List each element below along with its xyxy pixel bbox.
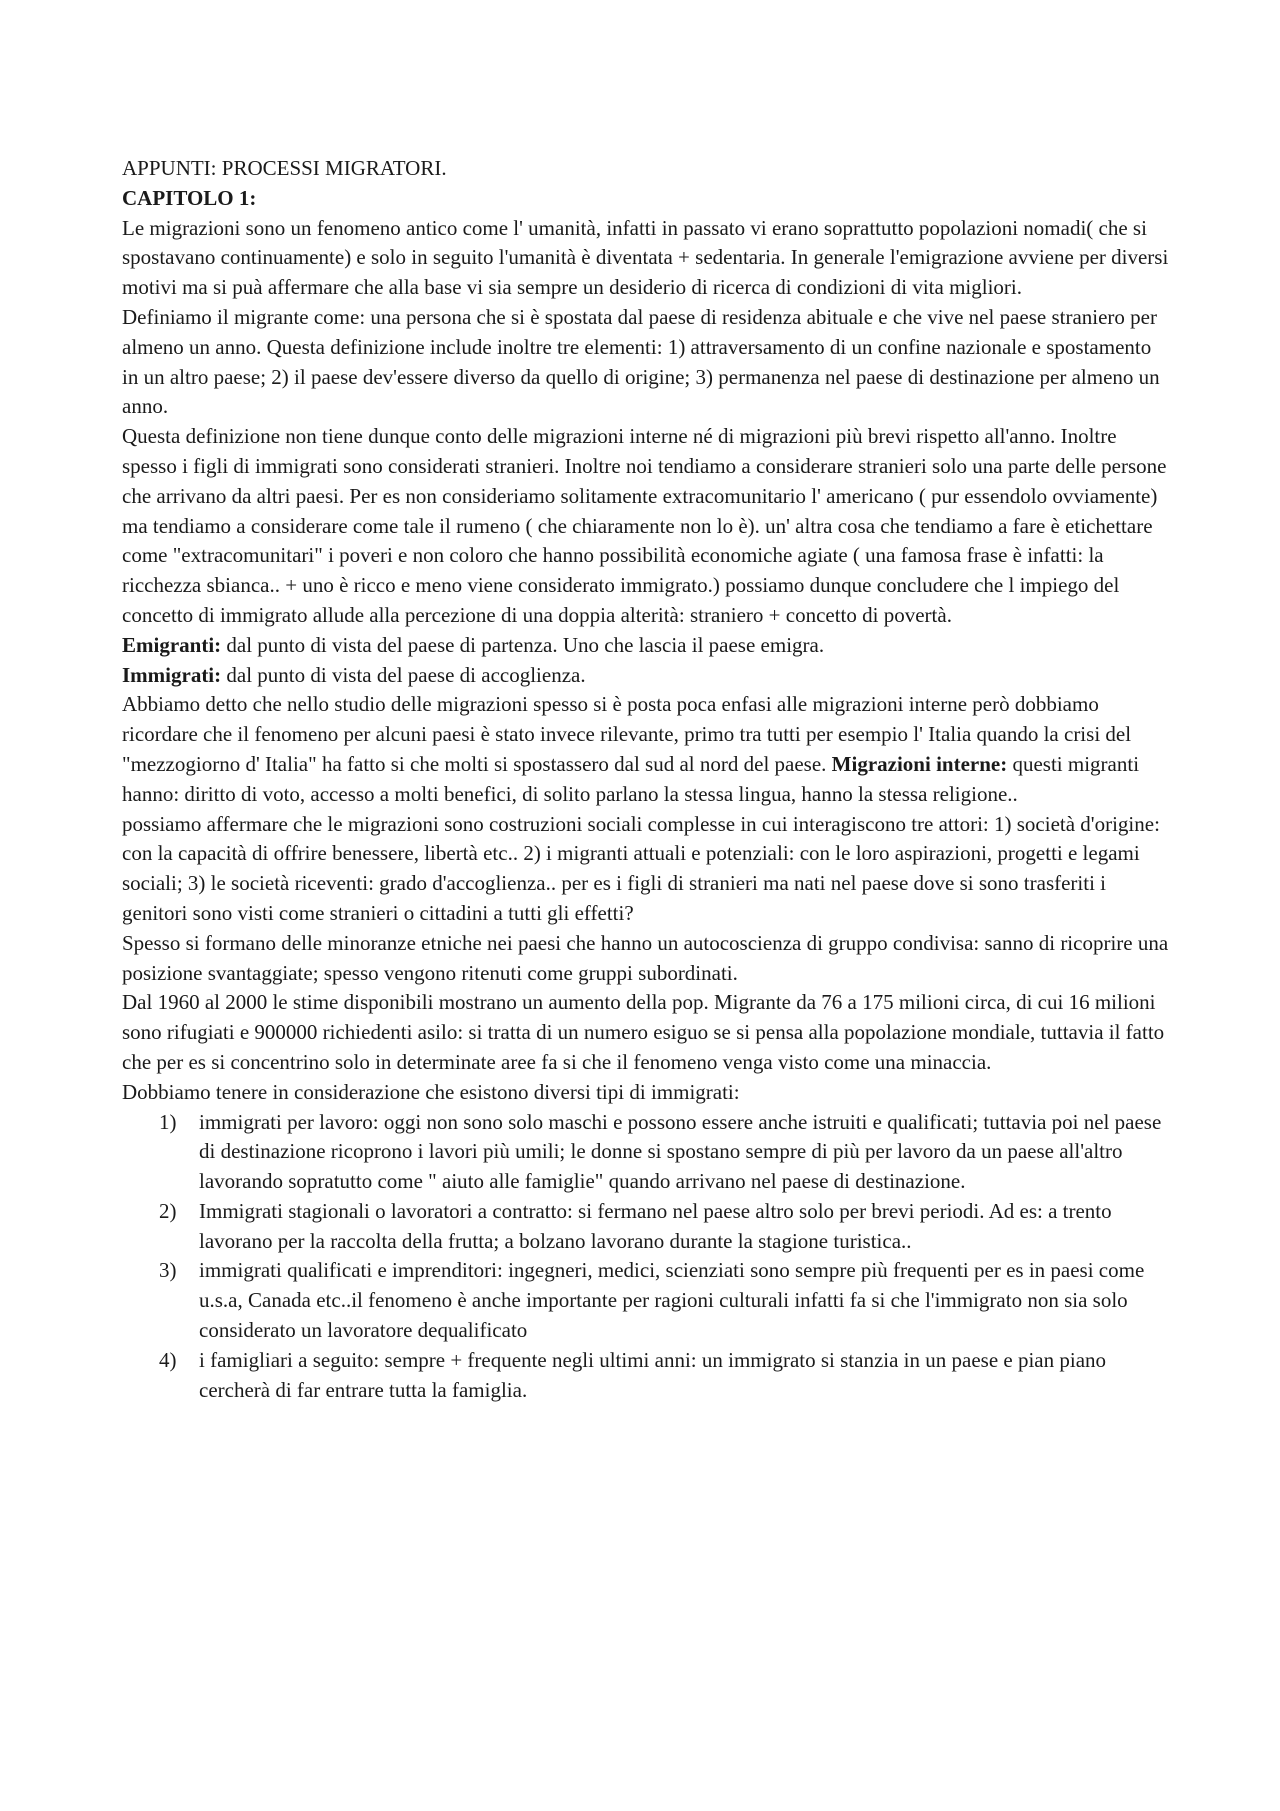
document-heading: APPUNTI: PROCESSI MIGRATORI. bbox=[122, 156, 447, 180]
internal-migrations-label: Migrazioni interne: bbox=[831, 751, 1008, 776]
internal-migrations-text: questi migranti hanno: diritto di voto, accesso a molti benefici, di solito parlano la stessa lingua, hanno la stessa religione.. bbox=[122, 751, 1140, 806]
immigrati-label: Immigrati: bbox=[122, 662, 222, 687]
list-item-number: 4) bbox=[159, 1347, 177, 1372]
immigrati-text: dal punto di vista del paese di accoglienza. bbox=[221, 662, 586, 687]
list-item-text: i famigliari a seguito: sempre + frequente negli ultimi anni: un immigrato si stanzia in un paese e pian piano cercherà di far entrare tutta la famiglia. bbox=[199, 1347, 1107, 1402]
emigranti-text: dal punto di vista del paese di partenza. Uno che lascia il paese emigra. bbox=[221, 632, 825, 657]
list-item-number: 1) bbox=[159, 1109, 177, 1134]
paragraph-statistics: Dal 1960 al 2000 le stime disponibili mostrano un aumento della pop. Migrante da 76 a 175 milioni circa, di cui 16 milioni sono rifugiati e 900000 richiedenti asilo: si tratta di un numero esiguo se si pensa alla popolazione mondiale, tuttavia il fatto che per es si concentrino solo in determinate aree fa si che il fenomeno venga visto come una minaccia. bbox=[122, 990, 1165, 1074]
chapter-title: CAPITOLO 1: bbox=[122, 185, 257, 210]
paragraph-definition-limits: Questa definizione non tiene dunque conto delle migrazioni interne né di migrazioni più brevi rispetto all'anno. Inoltre spesso i figli di immigrati sono considerati stranieri. Inoltre noi tendiamo a considerare stranieri solo una parte delle persone che arrivano da altri paesi. Per es non consideriamo solitamente extracomunitario l' americano ( pur essendolo ovviamente) ma tendiamo a considerare come tale il rumeno ( che chiaramente non lo è). un' altra cosa che tendiamo a fare è etichettare come "extracomunitari" i poveri e non coloro che hanno possibilità economiche agiate ( una famosa frase è infatti: la ricchezza sbianca.. + uno è ricco e meno viene considerato immigrato.) possiamo dunque concludere che l impiego del concetto di immigrato allude alla percezione di una doppia alterità: straniero + concetto di povertà. bbox=[122, 424, 1167, 627]
list-item-text: immigrati per lavoro: oggi non sono solo maschi e possono essere anche istruiti e qualificati; tuttavia poi nel paese di destinazione ricoprono i lavori più umili; le donne si spostano sempre di più per lavoro da un paese all'altro lavorando sopratutto come " aiuto alle famiglie" quando arrivano nel paese di destinazione. bbox=[199, 1109, 1162, 1194]
immigrant-types-list bbox=[122, 1108, 1172, 1406]
list-item bbox=[122, 1108, 1172, 1197]
paragraph-internal-migrations bbox=[122, 690, 1172, 809]
list-item bbox=[122, 1346, 1172, 1406]
paragraph-ethnic-minorities: Spesso si formano delle minoranze etniche nei paesi che hanno un autocoscienza di gruppo condivisa: sanno di ricoprire una posizione svantaggiate; spesso vengono ritenuti come gruppi subordinati. bbox=[122, 930, 1169, 985]
immigrati-definition bbox=[122, 661, 1172, 691]
emigranti-label: Emigranti: bbox=[122, 632, 222, 657]
emigranti-definition bbox=[122, 631, 1172, 661]
list-item bbox=[122, 1256, 1172, 1345]
paragraph-intro: Le migrazioni sono un fenomeno antico come l' umanità, infatti in passato vi erano soprattutto popolazioni nomadi( che si spostavano continuamente) e solo in seguito l'umanità è diventata + sedentaria. In generale l'emigrazione avviene per diversi motivi ma si puà affermare che alla base vi sia sempre un desiderio di ricerca di condizioni di vita migliori. bbox=[122, 215, 1169, 300]
paragraph-migrant-definition: Definiamo il migrante come: una persona che si è spostata dal paese di residenza abituale e che vive nel paese straniero per almeno un anno. Questa definizione include inoltre tre elementi: 1) attraversamento di un confine nazionale e spostamento in un altro paese; 2) il paese dev'essere diverso da quello di origine; 3) permanenza nel paese di destinazione per almeno un anno. bbox=[122, 304, 1160, 419]
paragraph-types-intro: Dobbiamo tenere in considerazione che esistono diversi tipi di immigrati: bbox=[122, 1079, 740, 1104]
paragraph-social-constructions: possiamo affermare che le migrazioni sono costruzioni sociali complesse in cui interagiscono tre attori: 1) società d'origine: con la capacità di offrire benessere, libertà etc.. 2) i migranti attuali e potenziali: con le loro aspirazioni, progetti e legami sociali; 3) le società riceventi: grado d'accoglienza.. per es i figli di stranieri ma nati nel paese dove si sono trasferiti i genitori sono visti come stranieri o cittadini a tutti gli effetti? bbox=[122, 811, 1160, 925]
list-item-text: immigrati qualificati e imprenditori: ingegneri, medici, scienziati sono sempre più frequenti per es in paesi come u.s.a, Canada etc..il fenomeno è anche importante per ragioni culturali infatti fa si che l'immigrato non sia solo considerato un lavoratore dequalificato bbox=[199, 1258, 1145, 1343]
list-item bbox=[122, 1197, 1172, 1257]
list-item-number: 3) bbox=[159, 1258, 177, 1283]
list-item-text: Immigrati stagionali o lavoratori a contratto: si fermano nel paese altro solo per brevi periodi. Ad es: a trento lavorano per la raccolta della frutta; a bolzano lavorano durante la stagione turistica.. bbox=[199, 1198, 1112, 1253]
internal-migrations-intro: Abbiamo detto che nello studio delle migrazioni spesso si è posta poca enfasi alle migrazioni interne però dobbiamo ricordare che il fenomeno per alcuni paesi è stato invece rilevante, primo tra tutti per esempio l' Italia quando la crisi del "mezzogiorno d' Italia" ha fatto si che molti si spostassero dal sud al nord del paese. bbox=[122, 692, 1132, 776]
document-page bbox=[122, 154, 1172, 1405]
list-item-number: 2) bbox=[159, 1198, 177, 1223]
